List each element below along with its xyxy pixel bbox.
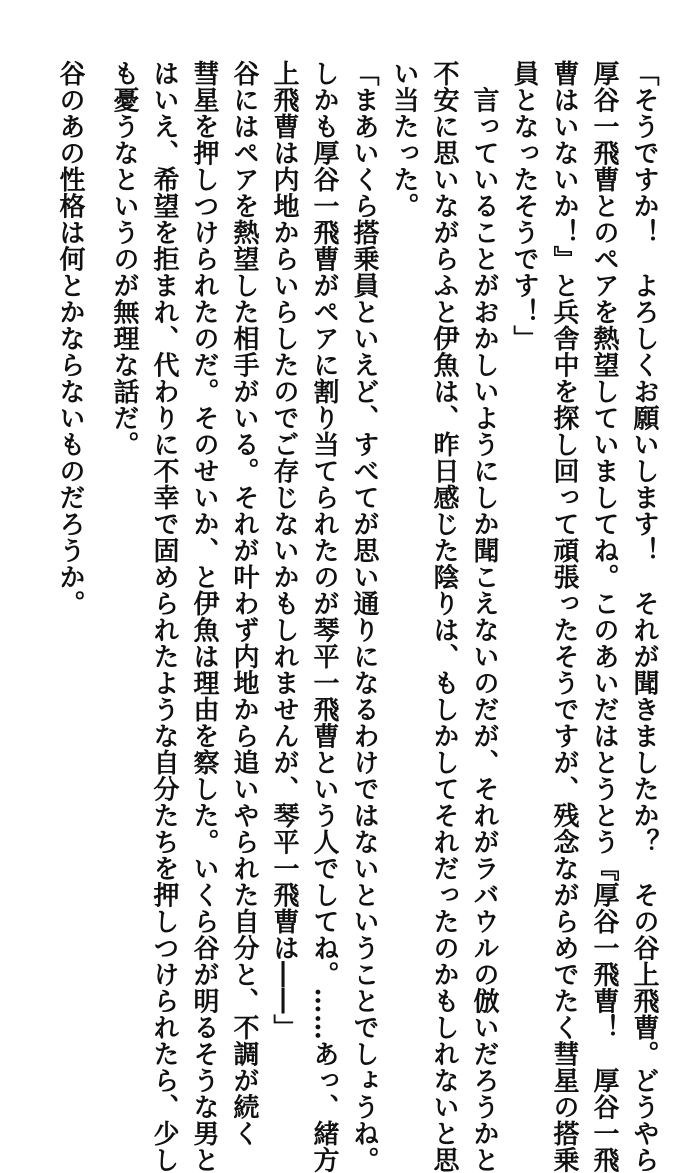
text-line-5: 言っていることがおかしいようにしか聞こえないのだが、それがラバウルの倣いだろうかと [469,60,499,1173]
text-line-8: 「まあいくら搭乗員といえど、すべてが思い通りになるわけではないということでしょうね。 [349,60,379,1173]
text-line-14: も憂うなというのが無理な話だ。 [109,60,139,458]
text-line-2: 厚谷一飛曹とのペアを熱望していましてね。このあいだはとうとう『厚谷一飛曹！ 厚谷一飛 [589,60,619,1173]
text-line-final: 谷のあの性格は何とかならないものだろうか。 [55,60,85,617]
text-line-12: 彗星を押しつけられたのだ。そのせいか、と伊魚は理由を察した。いくら谷が明るそうな男と [189,60,219,1173]
text-line-9: しかも厚谷一飛曹がペアに割り当てられたのが琴平一飛曹という人でしてね。……あっ、緒方 [309,60,339,1173]
text-line-11: 谷にはペアを熱望した相手がいる。それが叶わず内地から追いやられた自分と、不調が続く [229,60,259,1147]
text-line-1: 「そうですか！ よろしくお願いします！ それが聞きましたか？ その谷上飛曹。どうやら [629,60,659,1173]
text-line-13: はいえ、希望を拒まれ、代わりに不幸で固められたような自分たちを押しつけられたら、少し [149,60,179,1173]
text-line-6: 不安に思いながらふと伊魚は、昨日感じた陰りは、もしかしてそれだったのかもしれないと思 [429,60,459,1173]
text-line-10: 上飛曹は内地からいらしたのでご存じないかもしれませんが、琴平一飛曹は――」 [269,60,299,1041]
paragraph-gap [90,60,104,965]
vertical-text-body [50,60,664,1173]
text-line-4: 員となったそうです！」 [509,60,539,352]
text-line-7: い当たった。 [389,60,419,219]
text-line-3: 曹はいないか！』と兵舎中を探し回って頑張ったそうですが、残念ながらめでたく彗星の搭乗 [549,60,579,1173]
